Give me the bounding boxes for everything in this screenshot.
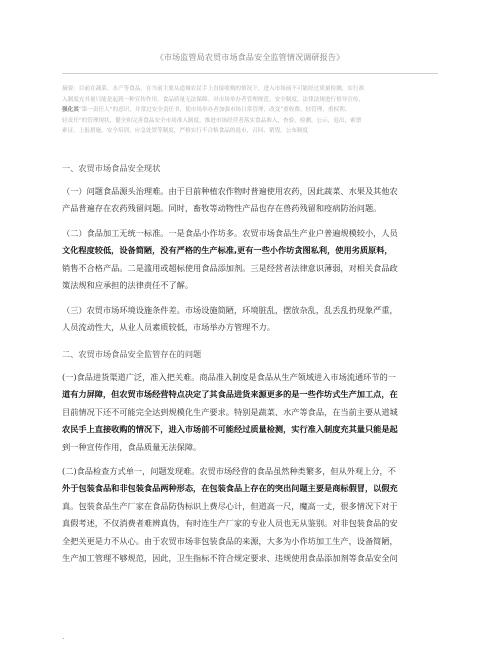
- paragraph-line: [62, 386, 438, 403]
- abstract-line-rest: “第一责任人”的意识，并常过安全责任书，使市场举办者加强市场日常管理，改变“重收费、轻管理，重权利、: [78, 107, 351, 114]
- footer-mark: .: [62, 632, 65, 641]
- abstract-line: [62, 105, 438, 116]
- paragraph-line: 人员流动性大，从业人员素质较低，市场举办方管理不力。: [62, 322, 275, 333]
- highlighted-text: 农民手上直接收购的情况下，进入市场前不可能经过质量检测，实行准入制度充其量只能是起: [62, 424, 398, 435]
- abstract-block: [62, 84, 438, 137]
- section-heading: 二、农贸市场食品安全监管存在的问题: [62, 349, 202, 359]
- section1-paragraph-1: [62, 183, 438, 218]
- paragraph-line: 全把关更是力不从心。由于农贸市场非包装食品的来源，大多为小作坊加工生产，设备简陋，: [62, 535, 398, 546]
- abstract-line: 摘要：目前在蔬菜、水产等食品，在当前主要从道城农民手上直接收购的情况下，进入市场前不可能经过质量检测，实行准: [62, 86, 365, 92]
- paragraph-line: 真假考述，不仅消费者难辨真伪，有时连生产厂家的专业人员也无从鉴别。对非包装食品的安: [62, 518, 398, 529]
- section1-paragraph-3: [62, 302, 438, 337]
- highlighted-text: 外于包装食品和非包装食品两种形态，在包装食品上存在的突出问题主要是商标假冒，以假充: [62, 483, 398, 494]
- paragraph-line: 产品普遍存在农药残留问题。同时，畜牧等动物性产品也存在兽药残留和疫病防治问题。: [62, 203, 382, 214]
- section2-paragraph-1: [62, 369, 438, 456]
- paragraph-line: [62, 242, 438, 259]
- paragraph-line: (一)食品进货渠道广泛，准入把关难。商品准入制度是食品从生产领域进入市场流通环节的一: [62, 372, 396, 382]
- abstract-bold-term: 强化其: [62, 107, 79, 114]
- paragraph-line: （三）农贸市场环境设施条件差。市场设施简陋，环境脏乱，摆放杂乱，乱丢乱扔现象严重，: [62, 305, 398, 315]
- paragraph-line: 到一种宣传作用，食品质量无法保障。: [62, 441, 202, 452]
- paragraph-line: 销售不合格产品。二是滥用或超标使用食品添加剂。三是经营者法律意识薄弱，对相关食品政: [62, 262, 398, 273]
- paragraph-line: [62, 480, 438, 497]
- paragraph-line: [62, 421, 438, 438]
- section2-paragraph-2: [62, 463, 438, 567]
- paragraph-line: 真。包装食品生产厂家在食品防伪标识上费尽心计，但道高一尺，魔高一丈，很多情况下对于: [62, 500, 398, 511]
- highlighted-text: 文化程度较低，设备简陋，没有严格的生产标准,更有一些小作坊贪图私利，使用劣质原料，: [62, 245, 393, 256]
- title-divider: [62, 73, 438, 74]
- section-heading: 一、农贸市场食品安全现状: [62, 163, 161, 173]
- highlighted-text: 道有力屏障，但农贸市场经营特点决定了其食品进货来源更多的是一些作坊式生产加工点，在: [62, 389, 398, 400]
- abstract-line: 索证，上报措施，安全培训，应急处置等制度，严格实行不合格食品的退市，召回，销毁，公布制度: [62, 128, 309, 135]
- paragraph-line: 策法规和应承担的法律责任不了解。: [62, 280, 194, 291]
- paragraph-line: 生产加工管理不够规范，因此，卫生指标不符合规定要求、违规使用食品添加剂等食品安全问: [62, 553, 398, 564]
- abstract-line: 入制度充其量只能是起到一种宣传作用，食品质量无法保障。对市场举办者管理规范，安全制度，法律法规进行督导宣传，: [62, 96, 365, 103]
- paragraph-line: （二）食品加工无统一标准。一是食品小作坊多。农贸市场食品生产业户普遍规模较小，人员: [62, 228, 398, 238]
- document-title: 《市场监管局农贸市场食品安全监管情况调研报告》: [155, 53, 345, 62]
- paragraph-line: （一）问题食品源头治理难。由于目前种植农作物时普遍使用农药，因此蔬菜、水果及其他农: [62, 186, 398, 196]
- section1-paragraph-2: [62, 225, 438, 295]
- paragraph-line: (二)食品检查方式单一，问题发现难。农贸市场经营的食品虽然种类繁多，但从外观上分，不: [62, 466, 396, 476]
- abstract-line: 轻责任”的管理现状，健全和完善食品安全市场准入制度，推进市场经营者落实食品准入，查验，检测，公示，退出，索票: [62, 117, 362, 124]
- paragraph-line: 目前情况下还不可能完全达到规模化生产要求。特别是蔬菜、水产等食品，在当前主要从道城: [62, 406, 398, 417]
